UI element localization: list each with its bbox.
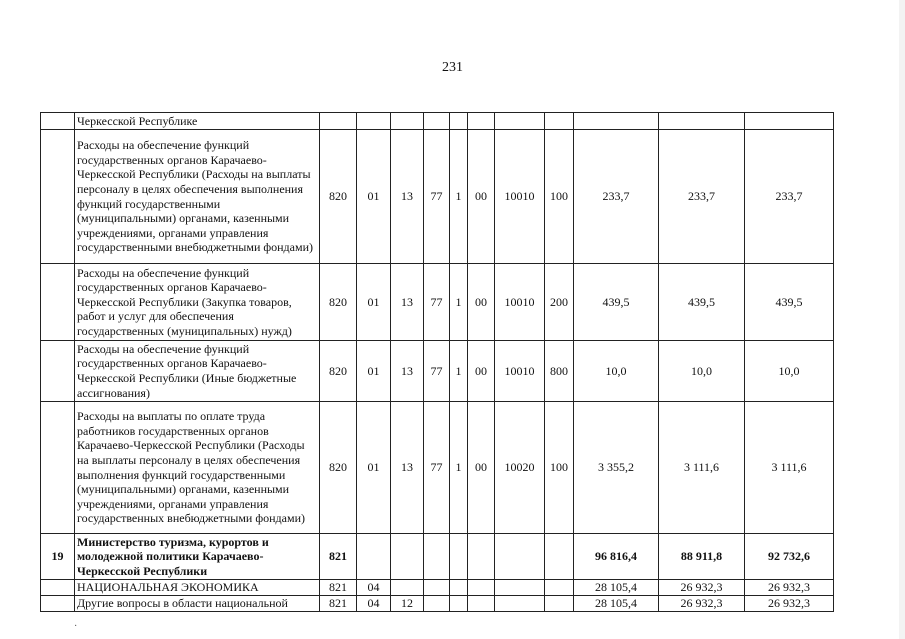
code-cell: 01	[357, 402, 391, 534]
row-index	[41, 113, 75, 130]
code-cell: 1	[450, 264, 468, 341]
code-cell: 77	[424, 341, 450, 402]
code-cell	[357, 113, 391, 130]
row-index	[41, 580, 75, 596]
amount-cell: 26 932,3	[745, 580, 834, 596]
code-cell: 04	[357, 596, 391, 612]
amount-cell	[659, 113, 745, 130]
amount-cell: 233,7	[745, 130, 834, 264]
amount-cell: 92 732,6	[745, 534, 834, 580]
row-index	[41, 402, 75, 534]
page-number: 231	[442, 60, 463, 75]
table-row	[41, 596, 834, 612]
code-cell	[391, 113, 424, 130]
code-cell	[450, 596, 468, 612]
code-cell: 13	[391, 341, 424, 402]
code-cell: 820	[320, 264, 357, 341]
code-cell: 820	[320, 341, 357, 402]
code-cell	[468, 596, 495, 612]
table-row	[41, 534, 834, 580]
code-cell: 01	[357, 130, 391, 264]
code-cell	[545, 534, 574, 580]
row-name: НАЦИОНАЛЬНАЯ ЭКОНОМИКА	[75, 580, 320, 596]
row-index	[41, 130, 75, 264]
row-name: Расходы на обеспечение функций государственных органов Карачаево-Черкесской Республики (Расходы на выплаты персоналу в целях обеспечения выполнения функций государственными (муниципальными) органами, казенными учреждениями, органами управления государственными внебюджетными фондами)	[75, 130, 320, 264]
amount-cell	[745, 113, 834, 130]
code-cell	[495, 113, 545, 130]
code-cell: 800	[545, 341, 574, 402]
amount-cell: 88 911,8	[659, 534, 745, 580]
row-index	[41, 264, 75, 341]
amount-cell: 233,7	[659, 130, 745, 264]
code-cell: 1	[450, 130, 468, 264]
code-cell: 200	[545, 264, 574, 341]
amount-cell: 10,0	[659, 341, 745, 402]
table-row	[41, 130, 834, 264]
row-index	[41, 341, 75, 402]
code-cell	[495, 596, 545, 612]
code-cell	[450, 534, 468, 580]
code-cell	[545, 580, 574, 596]
code-cell: 77	[424, 264, 450, 341]
row-name: Расходы на обеспечение функций государственных органов Карачаево-Черкесской Республики (Закупка товаров, работ и услуг для обеспечения государственных (муниципальных) нужд)	[75, 264, 320, 341]
code-cell	[450, 580, 468, 596]
amount-cell: 26 932,3	[659, 580, 745, 596]
code-cell	[320, 113, 357, 130]
code-cell: 00	[468, 402, 495, 534]
row-index	[41, 596, 75, 612]
amount-cell: 10,0	[574, 341, 659, 402]
code-cell: 1	[450, 341, 468, 402]
table-row	[41, 264, 834, 341]
code-cell	[357, 534, 391, 580]
code-cell: 820	[320, 402, 357, 534]
code-cell: 77	[424, 402, 450, 534]
scan-gutter	[899, 0, 905, 639]
code-cell: 100	[545, 402, 574, 534]
code-cell	[495, 580, 545, 596]
row-index: 19	[41, 534, 75, 580]
code-cell: 04	[357, 580, 391, 596]
amount-cell: 439,5	[659, 264, 745, 341]
code-cell: 10020	[495, 402, 545, 534]
code-cell	[424, 113, 450, 130]
amount-cell	[574, 113, 659, 130]
code-cell: 821	[320, 534, 357, 580]
code-cell	[424, 534, 450, 580]
table-row	[41, 402, 834, 534]
code-cell: 13	[391, 264, 424, 341]
code-cell	[495, 534, 545, 580]
code-cell	[468, 113, 495, 130]
code-cell: 100	[545, 130, 574, 264]
code-cell	[545, 113, 574, 130]
code-cell: 00	[468, 264, 495, 341]
amount-cell: 26 932,3	[659, 596, 745, 612]
amount-cell: 28 105,4	[574, 580, 659, 596]
code-cell	[424, 596, 450, 612]
code-cell: 10010	[495, 341, 545, 402]
amount-cell: 28 105,4	[574, 596, 659, 612]
code-cell	[391, 580, 424, 596]
table-row	[41, 580, 834, 596]
code-cell	[468, 534, 495, 580]
table-row	[41, 341, 834, 402]
code-cell: 01	[357, 264, 391, 341]
code-cell: 13	[391, 130, 424, 264]
row-name: Расходы на обеспечение функций государственных органов Карачаево-Черкесской Республики (Иные бюджетные ассигнования)	[75, 341, 320, 402]
amount-cell: 439,5	[745, 264, 834, 341]
code-cell: 77	[424, 130, 450, 264]
row-name: Расходы на выплаты по оплате труда работников государственных органов Карачаево-Черкесской Республики (Расходы на выплаты персоналу в целях обеспечения выполнения функций государственными (муниципальными) органами, казенными учреждениями, органами управления государственных внебюджетными фондами)	[75, 402, 320, 534]
row-name: Другие вопросы в области национальной	[75, 596, 320, 612]
code-cell: 12	[391, 596, 424, 612]
row-name: Черкесской Республике	[75, 113, 320, 130]
code-cell: 10010	[495, 264, 545, 341]
code-cell: 13	[391, 402, 424, 534]
amount-cell: 439,5	[574, 264, 659, 341]
scan-speck: ·	[74, 621, 78, 632]
code-cell: 00	[468, 341, 495, 402]
row-name: Министерство туризма, курортов и молодежной политики Карачаево-Черкесской Республики	[75, 534, 320, 580]
code-cell: 821	[320, 580, 357, 596]
amount-cell: 26 932,3	[745, 596, 834, 612]
amount-cell: 233,7	[574, 130, 659, 264]
code-cell: 1	[450, 402, 468, 534]
code-cell	[545, 596, 574, 612]
code-cell: 10010	[495, 130, 545, 264]
code-cell: 821	[320, 596, 357, 612]
amount-cell: 10,0	[745, 341, 834, 402]
code-cell: 00	[468, 130, 495, 264]
budget-table	[40, 112, 834, 612]
code-cell	[391, 534, 424, 580]
amount-cell: 3 111,6	[659, 402, 745, 534]
amount-cell: 96 816,4	[574, 534, 659, 580]
code-cell: 820	[320, 130, 357, 264]
table-row	[41, 113, 834, 130]
code-cell	[424, 580, 450, 596]
code-cell	[468, 580, 495, 596]
amount-cell: 3 355,2	[574, 402, 659, 534]
code-cell: 01	[357, 341, 391, 402]
amount-cell: 3 111,6	[745, 402, 834, 534]
code-cell	[450, 113, 468, 130]
